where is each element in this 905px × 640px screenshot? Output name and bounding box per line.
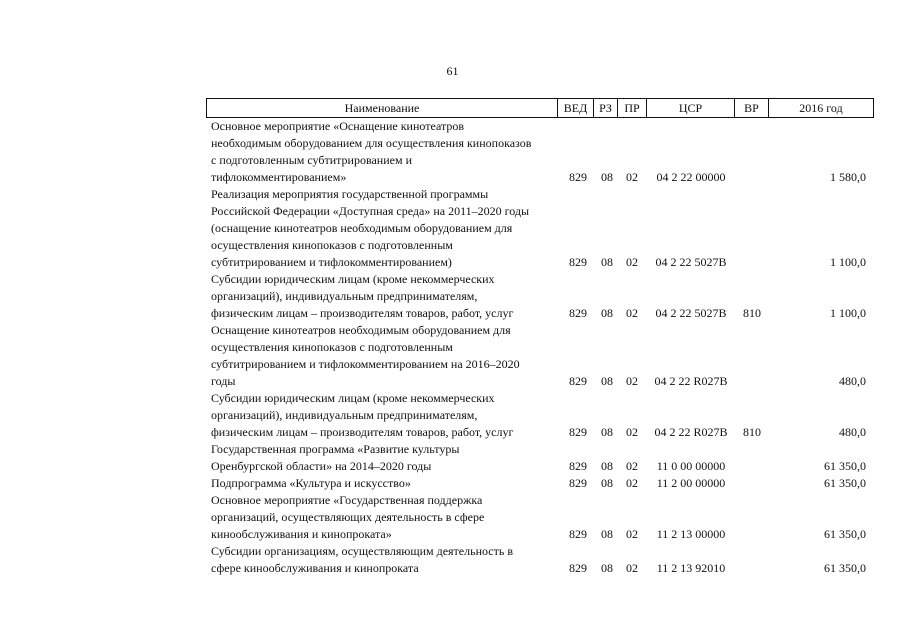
- table-header: [206, 98, 874, 118]
- row-name: Основное мероприятие «Государственная поддержка организаций, осуществляющих деятельность в сфере кинообслуживания и кинопроката»: [211, 493, 485, 541]
- row-ved: 829: [569, 476, 587, 490]
- row-ved: 829: [569, 425, 587, 439]
- header-rz: РЗ: [593, 99, 617, 117]
- row-ved: 829: [569, 374, 587, 388]
- table-row: [0, 543, 905, 577]
- row-csr: 04 2 22 00000: [656, 170, 726, 184]
- header-pr: ПР: [617, 99, 646, 117]
- row-name: Подпрограмма «Культура и искусство»: [211, 476, 411, 490]
- table-row: [0, 186, 905, 271]
- row-vr: 810: [743, 425, 761, 439]
- table-row: [0, 441, 905, 475]
- table-body: [0, 118, 905, 577]
- row-ved: 829: [569, 561, 587, 575]
- row-pr: 02: [626, 459, 638, 473]
- table-row: [0, 271, 905, 322]
- row-rz: 08: [601, 476, 613, 490]
- row-name: Субсидии юридическим лицам (кроме некоммерческих организаций), индивидуальным предпринимателям, физическим лицам – производителям товаров, работ, услуг: [211, 391, 514, 439]
- table-row: [0, 322, 905, 390]
- row-pr: 02: [626, 476, 638, 490]
- row-rz: 08: [601, 527, 613, 541]
- row-vr: 810: [743, 306, 761, 320]
- row-name: Реализация мероприятия государственной программы Российской Федерации «Доступная среда» на 2011–2020 годы (оснащение кинотеатров необходимым оборудованием для осуществления кинопоказов с подготовленным субтитрированием и тифлокомментированием): [211, 187, 530, 269]
- row-amount: 61 350,0: [824, 459, 866, 473]
- row-pr: 02: [626, 561, 638, 575]
- row-amount: 1 100,0: [830, 255, 866, 269]
- header-ved: ВЕД: [557, 99, 593, 117]
- row-pr: 02: [626, 306, 638, 320]
- row-amount: 480,0: [839, 374, 866, 388]
- table-row: [0, 475, 905, 492]
- row-amount: 61 350,0: [824, 476, 866, 490]
- row-amount: 1 580,0: [830, 170, 866, 184]
- row-name: Субсидии юридическим лицам (кроме некоммерческих организаций), индивидуальным предпринимателям, физическим лицам – производителям товаров, работ, услуг: [211, 272, 514, 320]
- row-csr: 11 2 13 00000: [656, 527, 726, 541]
- row-name: Субсидии организациям, осуществляющим деятельность в сфере кинообслуживания и кинопроката: [211, 544, 514, 575]
- row-amount: 61 350,0: [824, 527, 866, 541]
- row-rz: 08: [601, 561, 613, 575]
- row-rz: 08: [601, 306, 613, 320]
- row-csr: 04 2 22 R027В: [654, 425, 728, 439]
- row-csr: 11 2 13 92010: [656, 561, 726, 575]
- row-amount: 61 350,0: [824, 561, 866, 575]
- header-vr: ВР: [734, 99, 768, 117]
- row-name: Государственная программа «Развитие культуры Оренбургской области» на 2014–2020 годы: [211, 442, 460, 473]
- page-number: 61: [446, 64, 459, 78]
- row-rz: 08: [601, 255, 613, 269]
- row-pr: 02: [626, 425, 638, 439]
- row-ved: 829: [569, 255, 587, 269]
- row-ved: 829: [569, 459, 587, 473]
- row-amount: 480,0: [839, 425, 866, 439]
- row-rz: 08: [601, 425, 613, 439]
- row-amount: 1 100,0: [830, 306, 866, 320]
- header-year: 2016 год: [768, 99, 874, 117]
- table-row: [0, 390, 905, 441]
- row-csr: 11 0 00 00000: [656, 459, 726, 473]
- table-row: [0, 492, 905, 543]
- row-pr: 02: [626, 527, 638, 541]
- row-csr: 04 2 22 5027В: [655, 255, 727, 269]
- row-pr: 02: [626, 170, 638, 184]
- header-csr: ЦСР: [646, 99, 734, 117]
- row-rz: 08: [601, 374, 613, 388]
- row-ved: 829: [569, 306, 587, 320]
- header-name: Наименование: [206, 99, 557, 117]
- row-name: Оснащение кинотеатров необходимым оборудованием для осуществления кинопоказов с подготовленным субтитрированием и тифлокомментированием на 2016–2020 годы: [211, 323, 520, 388]
- row-pr: 02: [626, 255, 638, 269]
- row-ved: 829: [569, 170, 587, 184]
- row-csr: 11 2 00 00000: [656, 476, 726, 490]
- row-csr: 04 2 22 5027В: [655, 306, 727, 320]
- row-rz: 08: [601, 459, 613, 473]
- row-name: Основное мероприятие «Оснащение кинотеатров необходимым оборудованием для осуществления кинопоказов с подготовленным субтитрированием и тифлокомментированием»: [211, 119, 532, 184]
- row-rz: 08: [601, 170, 613, 184]
- row-ved: 829: [569, 527, 587, 541]
- row-csr: 04 2 22 R027В: [654, 374, 728, 388]
- table-row: [0, 118, 905, 186]
- row-pr: 02: [626, 374, 638, 388]
